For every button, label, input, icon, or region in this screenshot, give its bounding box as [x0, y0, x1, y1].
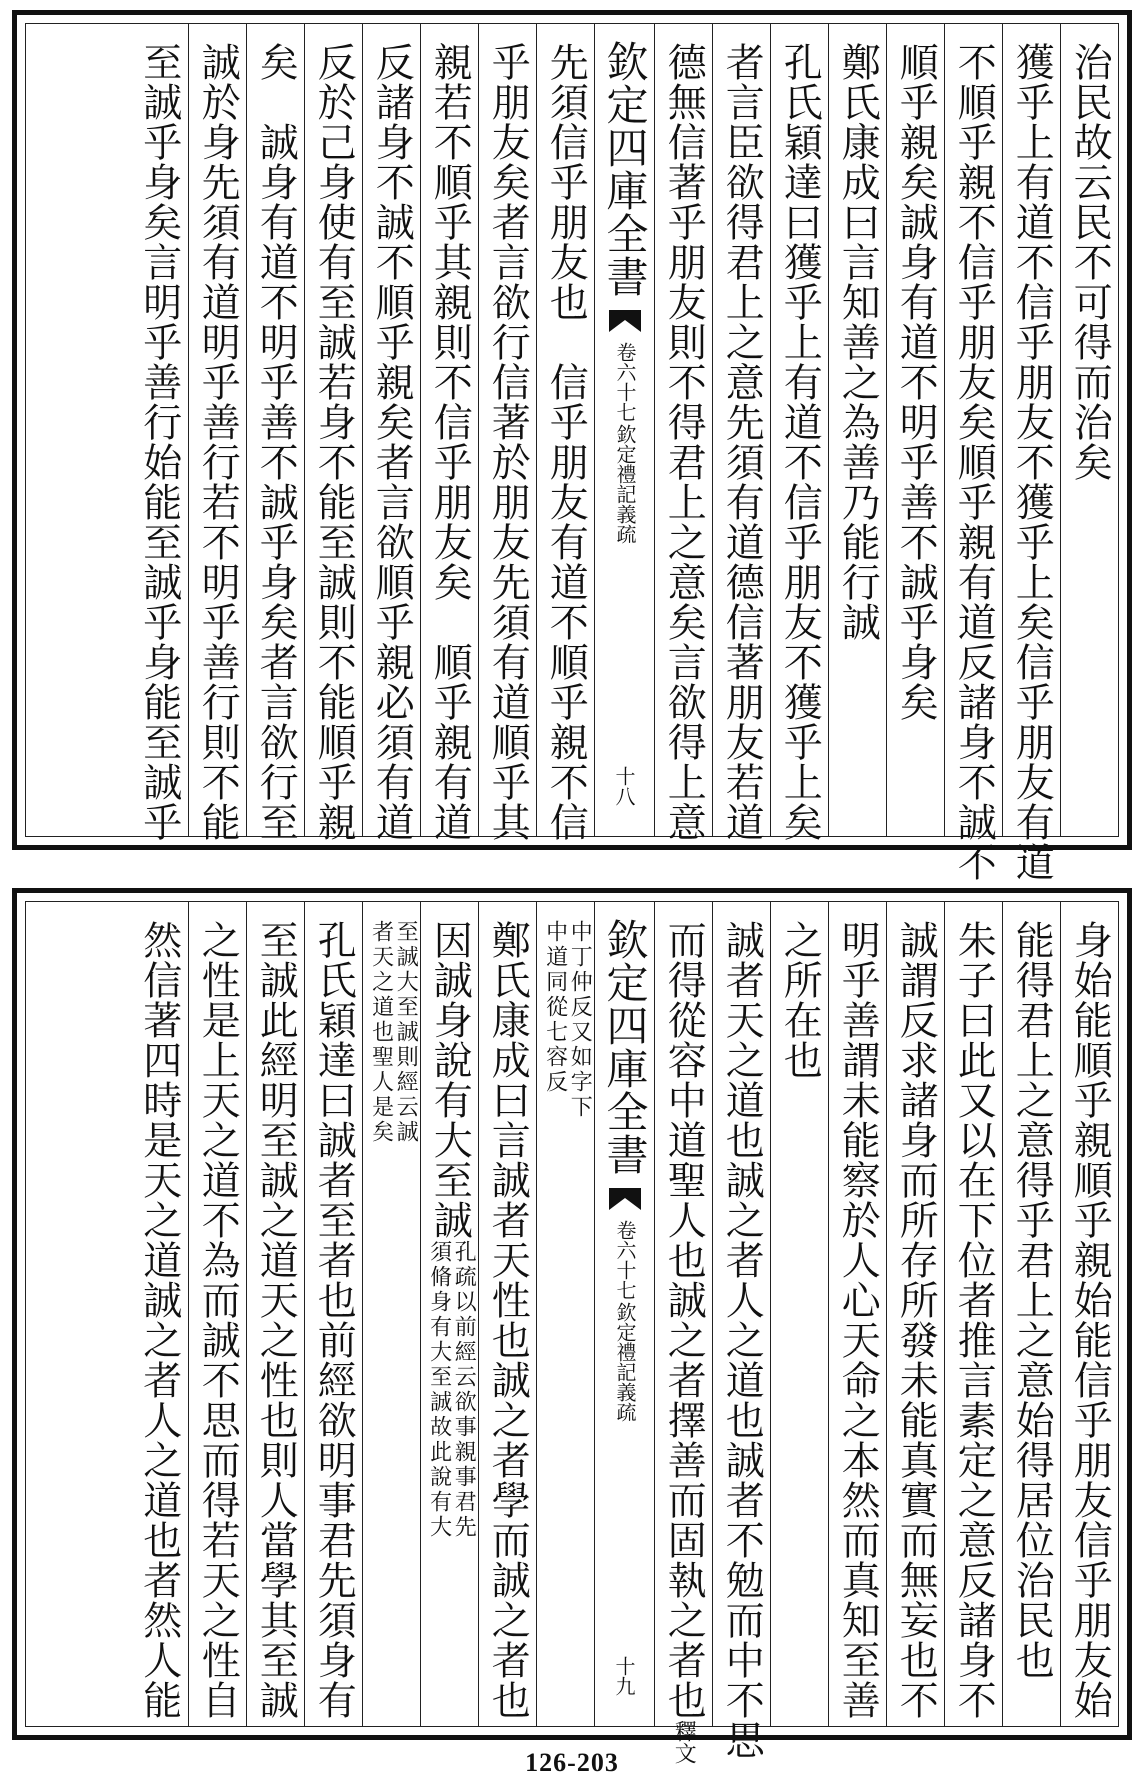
book-title: 欽定四庫全書	[600, 40, 650, 298]
main-text: 而得從容中道聖人也誠之者擇善而固執之者也	[661, 920, 707, 1720]
main-text: 反於己身使有至誠若身不能至誠則不能順乎親	[311, 42, 357, 842]
column-text	[133, 902, 184, 1720]
main-text: 親若不順乎其親則不信乎朋友矣 順乎親有道	[427, 42, 473, 842]
text-column	[130, 902, 188, 1726]
center-column	[594, 902, 654, 1726]
column-text	[192, 24, 243, 842]
main-text: 至誠乎身矣言明乎善行始能至誠乎身能至誠乎	[136, 42, 182, 842]
main-text: 誠謂反求諸身而所存所發未能真實而無妄也不	[893, 920, 939, 1720]
chapter-label-line: 卷六十七	[613, 1220, 637, 1300]
text-column	[886, 24, 944, 836]
top-page-columns	[26, 24, 1118, 882]
commentary-notes	[542, 920, 591, 1120]
column-text	[424, 24, 475, 842]
main-text: 順乎親矣誠身有道不明乎善不誠乎身矣	[893, 42, 939, 722]
text-column	[1060, 902, 1118, 1726]
column-text	[890, 24, 941, 722]
main-text: 能得君上之意得乎君上之意始得居位治民也	[1009, 920, 1055, 1680]
text-column	[478, 902, 536, 1726]
main-text: 朱子曰此又以在下位者推言素定之意反諸身不	[951, 920, 997, 1720]
fish-tail-mark-icon	[608, 1186, 642, 1212]
main-text: 然信著四時是天之道誠之者人之道也者然人能	[136, 920, 182, 1720]
chapter-label-line: 卷六十七	[613, 342, 637, 422]
main-text: 明乎善謂未能察於人心天命之本然而真知至善	[835, 920, 881, 1720]
main-text: 先須信乎朋友也 信乎朋友有道不順乎親不信	[543, 42, 589, 842]
main-text: 之所在也	[777, 920, 823, 1080]
main-text: 乎朋友矣者言欲行信著於朋友先須有道順乎其	[485, 42, 531, 842]
main-text: 不順乎親不信乎朋友矣順乎親有道反諸身不誠不	[951, 42, 997, 882]
text-column	[654, 902, 712, 1764]
text-column	[1002, 24, 1060, 882]
commentary-notes	[426, 1240, 475, 1540]
center-column	[594, 24, 654, 836]
column-text	[774, 902, 825, 1080]
main-text: 反諸身不誠不順乎親矣者言欲順乎親必須有道	[369, 42, 415, 842]
text-column	[304, 902, 362, 1726]
text-column	[828, 902, 886, 1726]
chapter-label	[614, 1220, 635, 1422]
main-text: 誠於身先須有道明乎善行若不明乎善行則不能	[195, 42, 241, 842]
main-text: 孔氏穎達曰獲乎上有道不信乎朋友不獲乎上矣	[777, 42, 823, 842]
column-text	[424, 902, 475, 1540]
text-column	[536, 24, 594, 842]
column-text	[1006, 902, 1057, 1680]
main-text: 矣 誠身有道不明乎善不誠乎身矣者言欲行至	[253, 42, 299, 842]
commentary-line: 中道同從七容反	[542, 920, 568, 1095]
text-column	[1002, 902, 1060, 1726]
column-text	[716, 24, 767, 842]
text-column	[362, 24, 420, 842]
text-column	[712, 24, 770, 842]
folio-number: 十九	[612, 1656, 636, 1696]
text-column	[246, 902, 304, 1726]
column-text	[1064, 902, 1115, 1720]
column-text	[1006, 24, 1057, 882]
column-text	[948, 24, 999, 882]
text-column	[886, 902, 944, 1726]
column-text	[658, 902, 709, 1764]
commentary-line: 至誠大至誠則經云誠	[393, 920, 419, 1145]
column-text	[482, 24, 533, 842]
column-text	[540, 24, 591, 842]
text-column	[188, 902, 246, 1726]
column-text	[716, 902, 767, 1760]
fish-tail-mark-icon	[608, 308, 642, 334]
column-text	[832, 902, 883, 1720]
commentary-line: 中丁仲反又如字下	[567, 920, 593, 1120]
main-text: 之性是上天之道不為而誠不思而得若天之性自	[195, 920, 241, 1720]
column-text	[133, 24, 184, 842]
main-text: 身始能順乎親順乎親始能信乎朋友信乎朋友始	[1067, 920, 1113, 1720]
main-text: 至誠此經明至誠之道天之性也則人當學其至誠	[253, 920, 299, 1720]
main-text: 者言臣欲得君上之意先須有道德信著朋友若道	[719, 42, 765, 842]
text-column	[712, 902, 770, 1760]
column-text	[540, 902, 591, 1120]
column-text	[774, 24, 825, 842]
commentary-line: 孔疏以前經云欲事親事君先	[451, 1240, 477, 1540]
text-column	[770, 902, 828, 1726]
text-column	[246, 24, 304, 842]
text-column	[130, 24, 188, 842]
column-text	[250, 24, 301, 842]
column-text	[948, 902, 999, 1720]
chapter-label-line: 欽定禮記義疏	[613, 1302, 637, 1422]
text-column	[944, 902, 1002, 1726]
column-text	[366, 902, 417, 1145]
column-text	[832, 24, 883, 642]
text-column	[828, 24, 886, 836]
commentary-line: 須脩身有大至誠故此說有大	[426, 1240, 452, 1540]
chapter-label-line: 欽定禮記義疏	[613, 424, 637, 544]
commentary-line: 者天之道也聖人是矣	[368, 920, 394, 1145]
main-text: 治民故云民不可得而治矣	[1067, 42, 1113, 482]
main-text: 德無信著乎朋友則不得君上之意矣言欲得上意	[661, 42, 707, 842]
column-text	[890, 902, 941, 1720]
top-page	[12, 10, 1132, 882]
text-column	[770, 24, 828, 842]
main-text: 誠者天之道也誠之者人之道也誠者不勉而中不思	[719, 920, 765, 1760]
column-text	[250, 902, 301, 1720]
text-column	[478, 24, 536, 842]
text-column	[188, 24, 246, 842]
main-text: 孔氏穎達曰誠者至者也前經欲明事君先須身有	[311, 920, 357, 1720]
book-title: 欽定四庫全書	[600, 918, 650, 1176]
chapter-label	[614, 342, 635, 544]
column-text	[308, 24, 359, 842]
main-text: 鄭氏康成曰言知善之為善乃能行誠	[835, 42, 881, 642]
commentary-notes	[368, 920, 417, 1145]
text-column	[944, 24, 1002, 882]
text-column	[1060, 24, 1118, 836]
column-text	[1064, 24, 1115, 482]
text-column	[420, 902, 478, 1726]
folio-number: 十八	[612, 766, 636, 806]
text-column	[420, 24, 478, 842]
text-column	[362, 902, 420, 1726]
text-column	[654, 24, 712, 842]
text-column	[536, 902, 594, 1726]
column-text	[658, 24, 709, 842]
column-text	[192, 902, 243, 1720]
text-column	[304, 24, 362, 842]
main-text: 鄭氏康成曰言誠者天性也誠之者學而誠之者也	[485, 920, 531, 1720]
column-text	[308, 902, 359, 1720]
annotation-tag: 釋文	[671, 1720, 697, 1764]
main-text: 獲乎上有道不信乎朋友不獲乎上矣信乎朋友有道	[1009, 42, 1055, 882]
top-page-frame	[25, 23, 1119, 882]
page-number: 126-203	[525, 1748, 619, 1777]
column-text	[482, 902, 533, 1720]
main-text: 因誠身說有大至誠	[427, 920, 473, 1240]
column-text	[366, 24, 417, 842]
